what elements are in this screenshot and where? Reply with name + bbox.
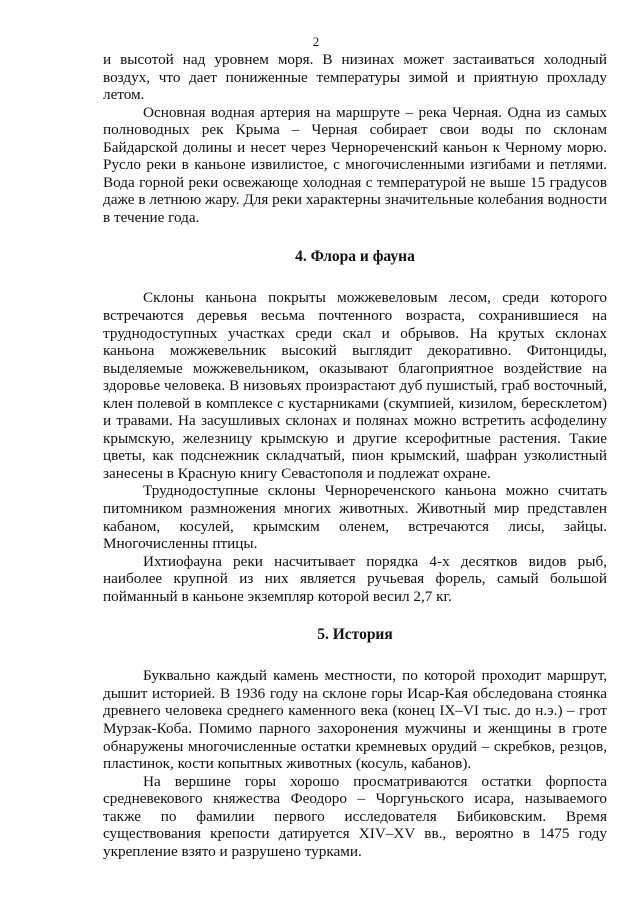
section-heading-flora-fauna: 4. Флора и фауна: [295, 248, 415, 266]
paragraph-river: Основная водная артерия на маршруте – река Черная. Одна из самых полноводных рек Крыма – Черная собирает свои воды по склонам Байдарской долины и несет через Чернореченский каньон к Черному морю. Русло реки в каньоне извилистое, с многочисленными изгибами и петлями. Вода горной реки освежающе холодная с температурой не выше 15 градусов даже в летнюю жару. Для реки характерны значительные колебания водности в течение года.: [103, 103, 607, 226]
paragraph-intro-continuation: и высотой над уровнем моря. В низинах может застаиваться холодный воздух, что дает пониженные температуры зимой и приятную прохладу летом.: [103, 51, 607, 104]
paragraph-history-cave: Буквально каждый камень местности, по которой проходит маршрут, дышит историей. В 1936 году на склоне горы Исар-Кая обследована стоянка древнего человека среднего каменного века (конец IX–VI тыс. до н.э.) – грот Мурзак-Коба. Помимо парного захоронения мужчины и женщины в гроте обнаружены многочисленные остатки кремневых орудий – скребков, резцов, пластинок, кости копытных животных (косуль, кабанов).: [103, 667, 607, 773]
paragraph-fauna: Труднодоступные склоны Чернореченского каньона можно считать питомником размножения многих животных. Животный мир представлен кабаном, косулей, крымским оленем, встречаются лисы, зайцы. Многочисленны птицы.: [103, 482, 607, 553]
section-heading-history: 5. История: [317, 626, 393, 644]
page-number: 2: [312, 34, 320, 49]
paragraph-history-fortress: На вершине горы хорошо просматриваются остатки форпоста средневекового княжества Феодоро – Чоргуньского исара, называемого также по фамилии первого исследователя Бибиковским. Время существования крепости датируется XIV–XV вв., вероятно в 1475 году укрепление взято и разрушено турками.: [103, 772, 607, 860]
document-body: [103, 51, 607, 860]
paragraph-flora: Склоны каньона покрыты можжевеловым лесом, среди которого встречаются деревья весьма почтенного возраста, сохранившиеся на труднодоступных участках среди скал и обрывов. На крутых склонах каньона можжевельник высокий выглядит декоративно. Фитонциды, выделяемые можжевельником, оказывают благоприятное воздействие на здоровье человека. В низовьях произрастают дуб пушистый, граб восточный, клен полевой в комплексе с кустарниками (скумпией, кизилом, бересклетом) и травами. На засушливых склонах и полянах можно встретить асфоделину крымскую, железницу крымскую и другие ксерофитные растения. Такие цветы, как подснежник складчатый, пион крымский, шафран узколистный занесены в Красную книгу Севастополя и подлежат охране.: [103, 289, 607, 482]
paragraph-ichthyofauna: Ихтиофауна реки насчитывает порядка 4-х десятков видов рыб, наиболее крупной из них является ручьевая форель, самый большой пойманный в каньоне экземпляр которой весил 2,7 кг.: [103, 552, 607, 605]
